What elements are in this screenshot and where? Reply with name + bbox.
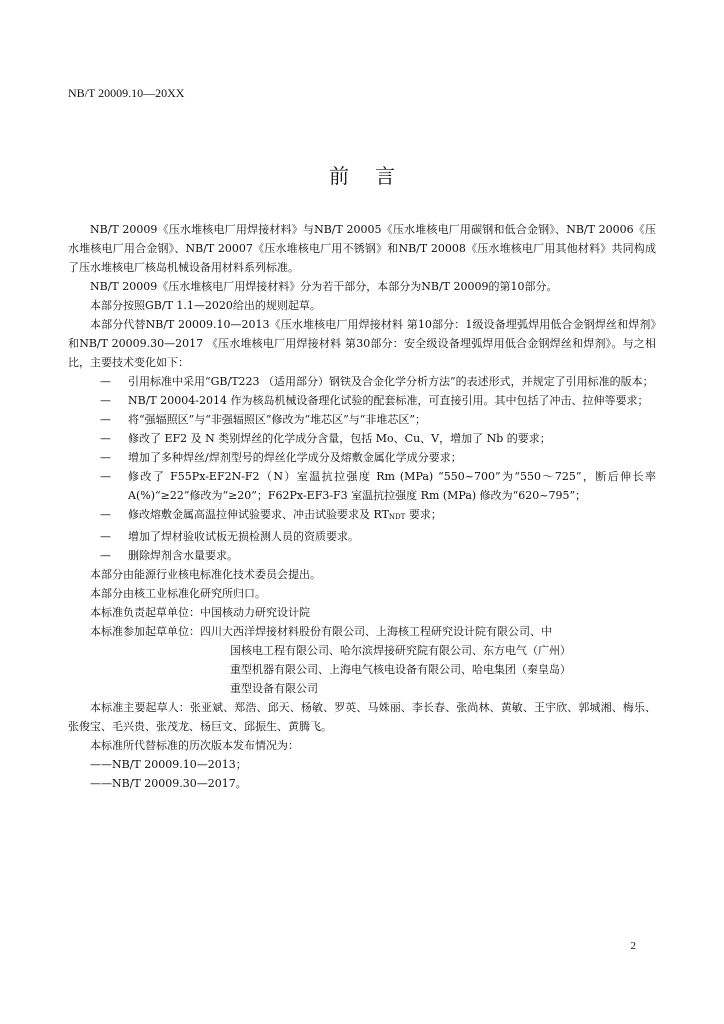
list-dash: — bbox=[100, 530, 111, 543]
list-item bbox=[68, 527, 656, 546]
participants-line: 国核电工程有限公司、哈尔滨焊接研究院有限公司、东方电气（广州） bbox=[230, 644, 571, 657]
list-item-text: NB/T 20004-2014 作为核岛机械设备理化试验的配套标准，可直接引用。其中包括了冲击、拉伸等要求； bbox=[128, 394, 649, 407]
list-item-text: 修改了 EF2 及 N 类别焊丝的化学成分含量，包括 Mo、Cu、V，增加了 Nb 的要求； bbox=[128, 432, 551, 445]
list-dash: — bbox=[100, 375, 111, 388]
drafting-unit-label: 本标准负责起草单位： bbox=[90, 606, 200, 619]
list-item bbox=[68, 429, 656, 448]
list-item-text: 删除焊剂含水量要求。 bbox=[128, 549, 238, 562]
participants-label: 本标准参加起草单位： bbox=[90, 625, 200, 638]
paragraph: 本部分代替NB/T 20009.10—2013《压水堆核电厂用焊接材料 第10部分：1级设备埋弧焊用低合金钢焊丝和焊剂》和NB/T 20009.30—2017 《压水堆核电厂用焊接材料 第30部分：安全级设备埋弧焊用低合金钢焊丝和焊剂》。与之相比，主要技术变化如下： bbox=[68, 318, 656, 369]
page-number: 2 bbox=[630, 940, 636, 952]
paragraph: NB/T 20009《压水堆核电厂用焊接材料》与NB/T 20005《压水堆核电厂用碳钢和低合金钢》、NB/T 20006《压水堆核电厂用合金钢》、NB/T 20007《压水堆核电厂用不锈钢》和NB/T 20008《压水堆核电厂用其他材料》共同构成了压水堆核电厂核岛机械设备用材料系列标准。 bbox=[68, 223, 656, 274]
list-item-text: 增加了焊材验收试板无损检测人员的资质要求。 bbox=[128, 530, 359, 543]
list-item bbox=[68, 505, 656, 527]
paragraph: 本部分按照GB/T 1.1—2020给出的规则起草。 bbox=[90, 299, 321, 312]
list-item bbox=[68, 410, 656, 429]
list-item-text: 引用标准中采用“GB/T223 （适用部分）钢铁及合金化学分析方法”的表述形式，并规定了引用标准的版本； bbox=[128, 375, 654, 388]
page-title: 前言 bbox=[329, 164, 421, 188]
drafters: 本标准主要起草人：张亚斌、郑浩、邱天、杨敏、罗英、马姝丽、李长春、张尚林、黄敏、王宇欣、郭城湘、梅乐、张俊宝、毛兴贵、张茂龙、杨巨文、邱振生、黄腾飞。 bbox=[68, 701, 656, 733]
participants-continued bbox=[68, 641, 656, 698]
drafting-unit-value: 中国核动力研究设计院 bbox=[200, 606, 310, 619]
foreword-body bbox=[68, 220, 656, 793]
participants-first-line: 四川大西洋焊接材料股份有限公司、上海核工程研究设计院有限公司、中 bbox=[200, 625, 552, 638]
list-dash: — bbox=[100, 549, 111, 562]
history-item: ——NB/T 20009.30—2017。 bbox=[90, 777, 247, 790]
list-item-text: 增加了多种焊丝/焊剂型号的焊丝化学成分及熔敷金属化学成分要求； bbox=[128, 451, 462, 464]
list-item bbox=[68, 448, 656, 467]
centralized-by: 本部分由核工业标准化研究所归口。 bbox=[90, 587, 266, 600]
list-item-text: 将“强辐照区”与“非强辐照区”修改为“堆芯区”与“非堆芯区”； bbox=[128, 413, 426, 426]
list-dash: — bbox=[100, 470, 111, 483]
list-dash: — bbox=[100, 508, 111, 521]
list-dash: — bbox=[100, 451, 111, 464]
list-dash: — bbox=[100, 413, 111, 426]
list-item bbox=[68, 467, 656, 505]
list-item bbox=[68, 391, 656, 410]
participants-line: 重型机器有限公司、上海电气核电设备有限公司、哈电集团（秦皇岛） bbox=[230, 663, 571, 676]
list-item-text: 修改了 F55Px-EF2N-F2（N）室温抗拉强度 Rm (MPa) “550~700”为“550～725”，断后伸长率 A(%)“≥22”修改为“≥20”；F62Px-EF3-F3 室温抗拉强度 Rm (MPa) 修改为“620~795”； bbox=[128, 470, 656, 502]
drafting-unit bbox=[68, 603, 656, 622]
participants-row bbox=[68, 622, 656, 641]
list-item-text: 修改熔敷金属高温拉伸试验要求、冲击试验要求及 RT bbox=[128, 508, 389, 521]
list-dash: — bbox=[100, 394, 111, 407]
history-item: ——NB/T 20009.10—2013； bbox=[90, 758, 247, 771]
paragraph: NB/T 20009《压水堆核电厂用焊接材料》分为若干部分，本部分为NB/T 20009的第10部分。 bbox=[90, 280, 558, 293]
participants-line: 重型设备有限公司 bbox=[230, 682, 318, 695]
list-dash: — bbox=[100, 432, 111, 445]
list-item-text-tail: 要求； bbox=[405, 508, 442, 521]
subscript: NDT bbox=[388, 513, 406, 521]
standard-code: NB/T 20009.10—20XX bbox=[68, 86, 185, 100]
history-intro: 本标准所代替标准的历次版本发布情况为： bbox=[90, 739, 299, 752]
list-item bbox=[68, 546, 656, 565]
list-item bbox=[68, 372, 656, 391]
proposed-by: 本部分由能源行业核电标准化技术委员会提出。 bbox=[90, 568, 321, 581]
